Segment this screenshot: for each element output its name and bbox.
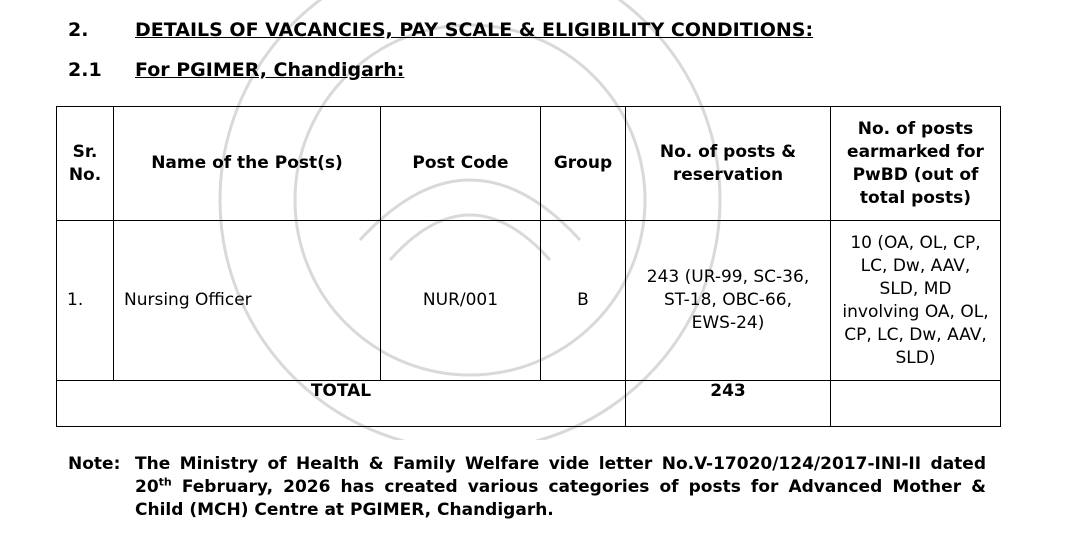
cell-post-name: Nursing Officer <box>114 221 381 381</box>
header-posts-reservation: No. of posts & reservation <box>626 107 831 221</box>
table-header-row <box>57 107 1001 221</box>
note <box>68 453 986 522</box>
vacancy-table <box>56 106 1001 427</box>
section-number: 2. <box>68 19 89 41</box>
cell-post-code: NUR/001 <box>381 221 541 381</box>
cell-pwbd: 10 (OA, OL, CP, LC, Dw, AAV, SLD, MD involving OA, OL, CP, LC, Dw, AAV, SLD) <box>831 221 1001 381</box>
header-group: Group <box>541 107 626 221</box>
subsection-number: 2.1 <box>68 59 102 81</box>
note-text: The Ministry of Health & Family Welfare vide letter No.V-17020/124/2017-INI-II dated 20th February, 2026 has created various categories of posts for Advanced Mother & Child (MCH) Centre at PGIMER, Chandigarh. <box>135 454 986 520</box>
total-posts: 243 <box>626 381 831 427</box>
header-post-name: Name of the Post(s) <box>114 107 381 221</box>
header-sr-no: Sr. No. <box>57 107 114 221</box>
total-label: TOTAL <box>57 381 626 427</box>
total-pwbd-empty <box>831 381 1001 427</box>
cell-group: B <box>541 221 626 381</box>
subsection-title: For PGIMER, Chandigarh: <box>135 59 405 81</box>
header-pwbd: No. of posts earmarked for PwBD (out of total posts) <box>831 107 1001 221</box>
cell-posts-reservation: 243 (UR-99, SC-36, ST-18, OBC-66, EWS-24) <box>626 221 831 381</box>
header-post-code: Post Code <box>381 107 541 221</box>
note-label: Note: <box>68 454 121 474</box>
cell-sr-no: 1. <box>57 221 114 381</box>
table-row <box>57 221 1001 381</box>
section-title: DETAILS OF VACANCIES, PAY SCALE & ELIGIBILITY CONDITIONS: <box>135 19 814 41</box>
ordinal-superscript: th <box>158 475 172 489</box>
total-row <box>57 381 1001 427</box>
